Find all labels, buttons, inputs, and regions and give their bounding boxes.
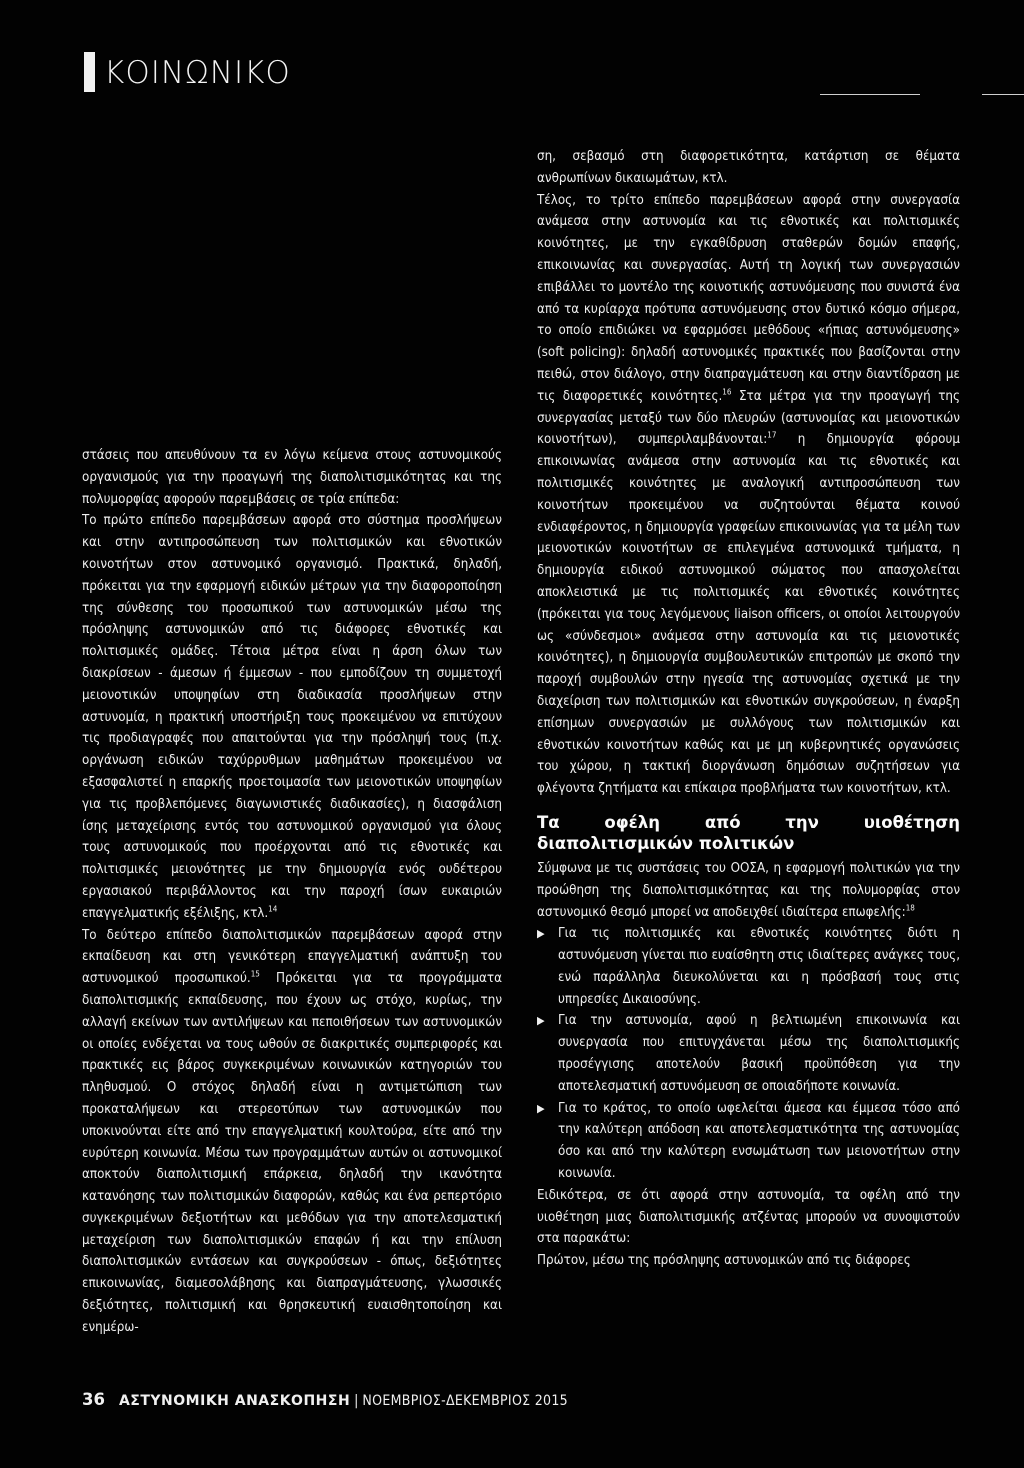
left-first-level-paragraph: [82, 510, 502, 924]
benefit-text: Για το κράτος, το οποίο ωφελείται άμεσα και έμμεσα τόσο από την καλύτερη απόδοση και αποτελεσματικότητα της αστυνομίας όσο και από την καλύτερη ενσωμάτωση των μειονοτήτων στην κοινωνία.: [558, 1100, 960, 1182]
right-measures-list: η δημιουργία φόρουμ επικοινωνίας ανάμεσα στην αστυνομία και τις εθνοτικές και πολιτισμικές κοινότητες με αναλογική αντιπροσώπευση των κοινοτήτων προκειμένου να συζητούνται θέματα κοινού ενδιαφέροντος, η δημιουργία γραφείων επικοινωνίας για τα μέλη των μειονοτικών κοινοτήτων σε επιλεγμένα αστυνομικά τμήματα, η δημιουργία ειδικού αστυνομικού σώματος που απασχολείται αποκλειστικά με τις πολιτισμικές και εθνοτικές κοινότητες (πρόκειται για τους λεγόμενους liaison officers, οι οποίοι λειτουργούν ως «σύνδεσμοι» ανάμεσα στην αστυνομία και τις μειονοτικές κοινότητες), η δημιουργία συμβουλευτικών επιτροπών με σκοπό την παροχή συμβουλών στην ηγεσία της αστυνομίας σχετικά με την διαχείριση των πολιτισμικών και εθνοτικών συγκρούσεων, η έναρξη επίσημων συνεργασιών με συλλόγους των πολιτισμικών και εθνοτικών κοινοτήτων καθώς και με μη κυβερνητικές οργανώσεις του χώρου, η τακτική διοργάνωση δημόσιων συζητήσεων για φλέγοντα ζητήματα και επίκαιρα προβλήματα των κοινοτήτων, κτλ.: [537, 432, 960, 797]
footer-separator: |: [354, 1393, 359, 1409]
magazine-title: ΑΣΤΥΝΟΜΙΚΗ ΑΝΑΣΚΟΠΗΣΗ: [118, 1393, 351, 1409]
right-column: [537, 146, 960, 1272]
bullet-arrow-icon: ▶: [537, 1101, 545, 1115]
section-heading: Τα οφέλη από την υιοθέτηση διαπολιτισμικών πολιτικών: [537, 812, 960, 853]
issue-date: ΝΟΕΜΒΡΙΟΣ-ΔΕΚΕΜΒΡΙΟΣ 2015: [362, 1393, 568, 1409]
footnote-ref-16: 16: [722, 387, 732, 397]
benefit-text: Για τις πολιτισμικές και εθνοτικές κοινότητες διότι η αστυνόμευση γίνεται πιο ευαίσθητη στις ιδιαίτερες ανάγκες τους, ενώ παράλληλα διευκολύνεται και η πρόσβασή τους στις υπηρεσίες Δικαιοσύνης.: [558, 926, 960, 1007]
benefits-list: [537, 923, 960, 1185]
header-rule-edge: [982, 94, 1024, 95]
benefit-item: [537, 1010, 960, 1097]
footnote-ref-15: 15: [250, 969, 260, 979]
left-training-text: Πρόκειται για τα προγράμματα διαπολιτισμικής εκπαίδευσης, που έχουν ως στόχο, κυρίως, την αλλαγή εκείνων των αντιλήψεων και πεποιθήσεων των αστυνομικών οι οποίες ενδέχεται να τους ωθούν σε διακριτικές συμπεριφορές και πρακτικές εις βάρος συγκεκριμένων κοινωνικών κατηγοριών του πληθυσμού. Ο στόχος δηλαδή είναι η αντιμετώπιση των προκαταλήψεων και στερεοτύπων των αστυνομικών που υποκινούνται είτε από την επαγγελματική κουλτούρα, είτε από την ευρύτερη κοινωνία. Μέσω των προγραμμάτων αυτών οι αστυνομικοί αποκτούν διαπολιτισμική επάρκεια, δηλαδή την ικανότητα κατανόησης των πολιτισμικών διαφορών, καθώς και ένα ρεπερτόριο συγκεκριμένων δεξιοτήτων και μεθόδων για την αποτελεσματική μεταχείριση των διαπολιτισμικών επαφών ή και την επίλυση διαπολιτισμικών εντάσεων και συγκρούσεων - όπως, δεξιότητες επικοινωνίας, διαμεσολάβησης και διαπραγμάτευσης, γλωσσικές δεξιότητες, πολιτισμική και θρησκευτική ευαισθητοποίηση και ενημέρω-: [82, 971, 502, 1335]
left-intro-paragraph: στάσεις που απευθύνουν τα εν λόγω κείμενα στους αστυνομικούς οργανισμούς για την προαγωγή της διαπολιτισμικότητας και της πολυμορφίας αφορούν παρεμβάσεις σε τρία επίπεδα:: [82, 448, 502, 507]
benefit-text: Για την αστυνομία, αφού η βελτιωμένη επικοινωνία και συνεργασία που επιτυγχάνεται μέσω της διαπολιτισμικής προσέγγισης αποτελούν βασική προϋπόθεση για την αποτελεσματική αστυνόμευση σε οποιαδήποτε κοινωνία.: [558, 1013, 960, 1094]
bullet-arrow-icon: ▶: [537, 927, 545, 941]
section-marker: [84, 52, 95, 92]
left-second-level-paragraph: [82, 925, 502, 1339]
footnote-ref-14: 14: [268, 904, 278, 914]
section-label: ΚΟΙΝΩΝΙΚΟ: [104, 55, 291, 91]
footnote-ref-18: 18: [905, 903, 915, 913]
left-first-level-text: Το πρώτο επίπεδο παρεμβάσεων αφορά στο σύστημα προσλήψεων και στην αντιπροσώπευση των πολιτισμικών και εθνοτικών κοινοτήτων στον αστυνομικό οργανισμό. Πρακτικά, δηλαδή, πρόκειται για την εφαρμογή ειδικών μέτρων για την διαφοροποίηση της σύνθεσης του προσωπικού των αστυνομικών μέσω της πρόσληψης αστυνομικών από τις διάφορες εθνοτικές και πολιτισμικές ομάδες. Τέτοια μέτρα είναι η άρση όλων των διακρίσεων - άμεσων ή έμμεσων - που εμποδίζουν τη συμμετοχή μειονοτικών υποψηφίων στη διαδικασία προσλήψεων στην αστυνομία, η πρακτική υποστήριξη τους προκειμένου να επιτύχουν τις προδιαγραφές που απαιτούνται για την πρόσληψή τους (π.χ. οργάνωση ειδικών ταχύρρυθμων μαθημάτων προκειμένου να εξασφαλιστεί η επαρκής προετοιμασία των μειονοτικών υποψηφίων για τις προβλεπόμενες διαγωνιστικές διαδικασίες), η διασφάλιση ίσης μεταχείρισης εντός του αστυνομικού οργανισμού για όλους τους αστυνομικούς που προέρχονται από τις εθνοτικές και πολιτισμικές μειονότητες με την δημιουργία ενός ουδέτερου εργασιακού περιβάλλοντος και την παροχή ίσων ευκαιριών επαγγελματικής εξέλιξης, κτλ.: [82, 513, 502, 921]
benefit-item: [537, 923, 960, 1010]
right-third-level-text: Τέλος, το τρίτο επίπεδο παρεμβάσεων αφορά στην συνεργασία ανάμεσα στην αστυνομία και τις εθνοτικές και πολιτισμικές κοινότητες, με την εγκαθίδρυση σταθερών δομών επαφής, επικοινωνίας και συνεργασίας. Αυτή τη λογική των συνεργασιών επιβάλλει το μοντέλο της κοινοτικής αστυνόμευσης που συνιστά ένα από τα κυρίαρχα πρότυπα αστυνόμευσης στον δυτικό κόσμο σήμερα, το οποίο επιδιώκει να εφαρμόσει μεθόδους «ήπιας αστυνόμευσης» (soft policing): δηλαδή αστυνομικές πρακτικές που βασίζονται στην πειθώ, στον διάλογο, στην διαπραγμάτευση και στην διαντίδραση με τις διαφορετικές κοινότητες.: [537, 192, 960, 404]
right-measures-intro: Στα μέτρα για την προαγωγή της συνεργασίας μεταξύ των δύο πλευρών (αστυνομίας και μειονοτικών κοινοτήτων), συμπεριλαμβάνονται:: [537, 388, 960, 448]
page-number: 36: [82, 1390, 105, 1409]
right-continuation-paragraph: ση, σεβασμό στη διαφορετικότητα, κατάρτιση σε θέματα ανθρωπίνων δικαιωμάτων, κτλ.: [537, 149, 960, 186]
right-benefits-intro: [537, 858, 960, 923]
left-column: [82, 445, 502, 1339]
header-rule-short: [820, 94, 920, 95]
right-first-point-paragraph: Πρώτον, μέσω της πρόσληψης αστυνομικών από τις διάφορες: [537, 1253, 911, 1269]
right-specifically-paragraph: Ειδικότερα, σε ότι αφορά στην αστυνομία, τα οφέλη από την υιοθέτηση μιας διαπολιτισμικής ατζέντας μπορούν να συνοψιστούν στα παρακάτω:: [537, 1187, 960, 1247]
right-benefits-intro-text: Σύμφωνα με τις συστάσεις του ΟΟΣΑ, η εφαρμογή πολιτικών για την προώθηση της διαπολιτισμικότητας και της πολυμορφίας στον αστυνομικό θεσμό μπορεί να αποδειχθεί ιδιαίτερα επωφελής:: [537, 860, 960, 920]
benefit-item: [537, 1098, 960, 1185]
page-footer: [82, 1390, 568, 1411]
right-third-level-paragraph: [537, 190, 960, 800]
left-second-level-text: Το δεύτερο επίπεδο διαπολιτισμικών παρεμβάσεων αφορά στην εκπαίδευση και στη γενικότερη επαγγελματική ανάπτυξη του αστυνομικού προσωπικού.: [82, 927, 502, 987]
footnote-ref-17: 17: [767, 430, 777, 440]
bullet-arrow-icon: ▶: [537, 1014, 545, 1028]
